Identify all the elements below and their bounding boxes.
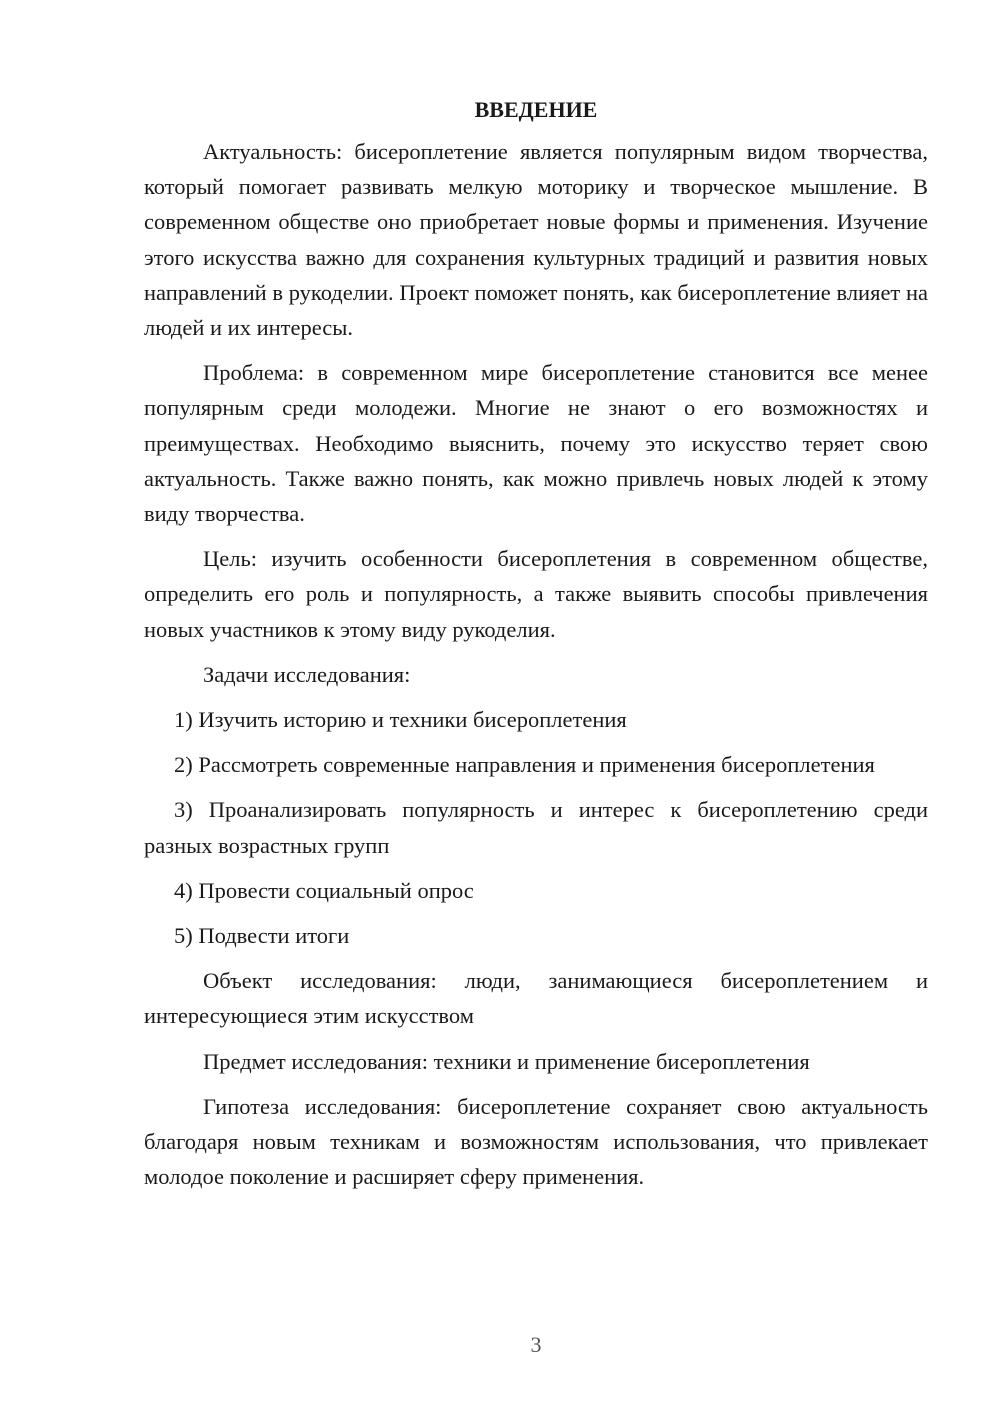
page-content bbox=[144, 92, 928, 1204]
section-title: ВВЕДЕНИЕ bbox=[474, 97, 598, 122]
task-item: 2) Рассмотреть современные направления и применения бисероплетения bbox=[174, 752, 875, 778]
object-paragraph: Объект исследования: люди, занимающиеся бисероплетением и интересующиеся этим искусством bbox=[144, 968, 928, 1029]
task-item: 5) Подвести итоги bbox=[174, 923, 350, 949]
goal-paragraph: Цель: изучить особенности бисероплетения в современном обществе, определить его роль и популярность, а также выявить способы привлечения новых участников к этому виду рукоделия. bbox=[144, 546, 928, 642]
task-item: 3) Проанализировать популярность и интерес к бисероплетению среди разных возрастных групп bbox=[144, 797, 928, 858]
tasks-heading: Задачи исследования: bbox=[203, 661, 411, 687]
task-item: 4) Провести социальный опрос bbox=[174, 877, 474, 903]
subject-paragraph: Предмет исследования: техники и применение бисероплетения bbox=[203, 1048, 810, 1074]
hypothesis-paragraph: Гипотеза исследования: бисероплетение сохраняет свою актуальность благодаря новым техникам и возможностям использования, что привлекает молодое поколение и расширяет сферу применения. bbox=[144, 1093, 928, 1190]
relevance-paragraph: Актуальность: бисероплетение является популярным видом творчества, который помогает развивать мелкую моторику и творческое мышление. В современном обществе оно приобретает новые формы и применения. Изучение этого искусства важно для сохранения культурных традиций и развития новых направлений в рукоделии. Проект поможет понять, как бисероплетение влияет на людей и их интересы. bbox=[144, 139, 928, 341]
page-number: 3 bbox=[530, 1332, 542, 1357]
problem-paragraph: Проблема: в современном мире бисероплетение становится все менее популярным среди молодежи. Многие не знают о его возможностях и преимуществах. Необходимо выяснить, почему это искусство теряет свою актуальность. Также важно понять, как можно привлечь новых людей к этому виду творчества. bbox=[144, 360, 928, 527]
task-item: 1) Изучить историю и техники бисероплетения bbox=[174, 707, 627, 733]
